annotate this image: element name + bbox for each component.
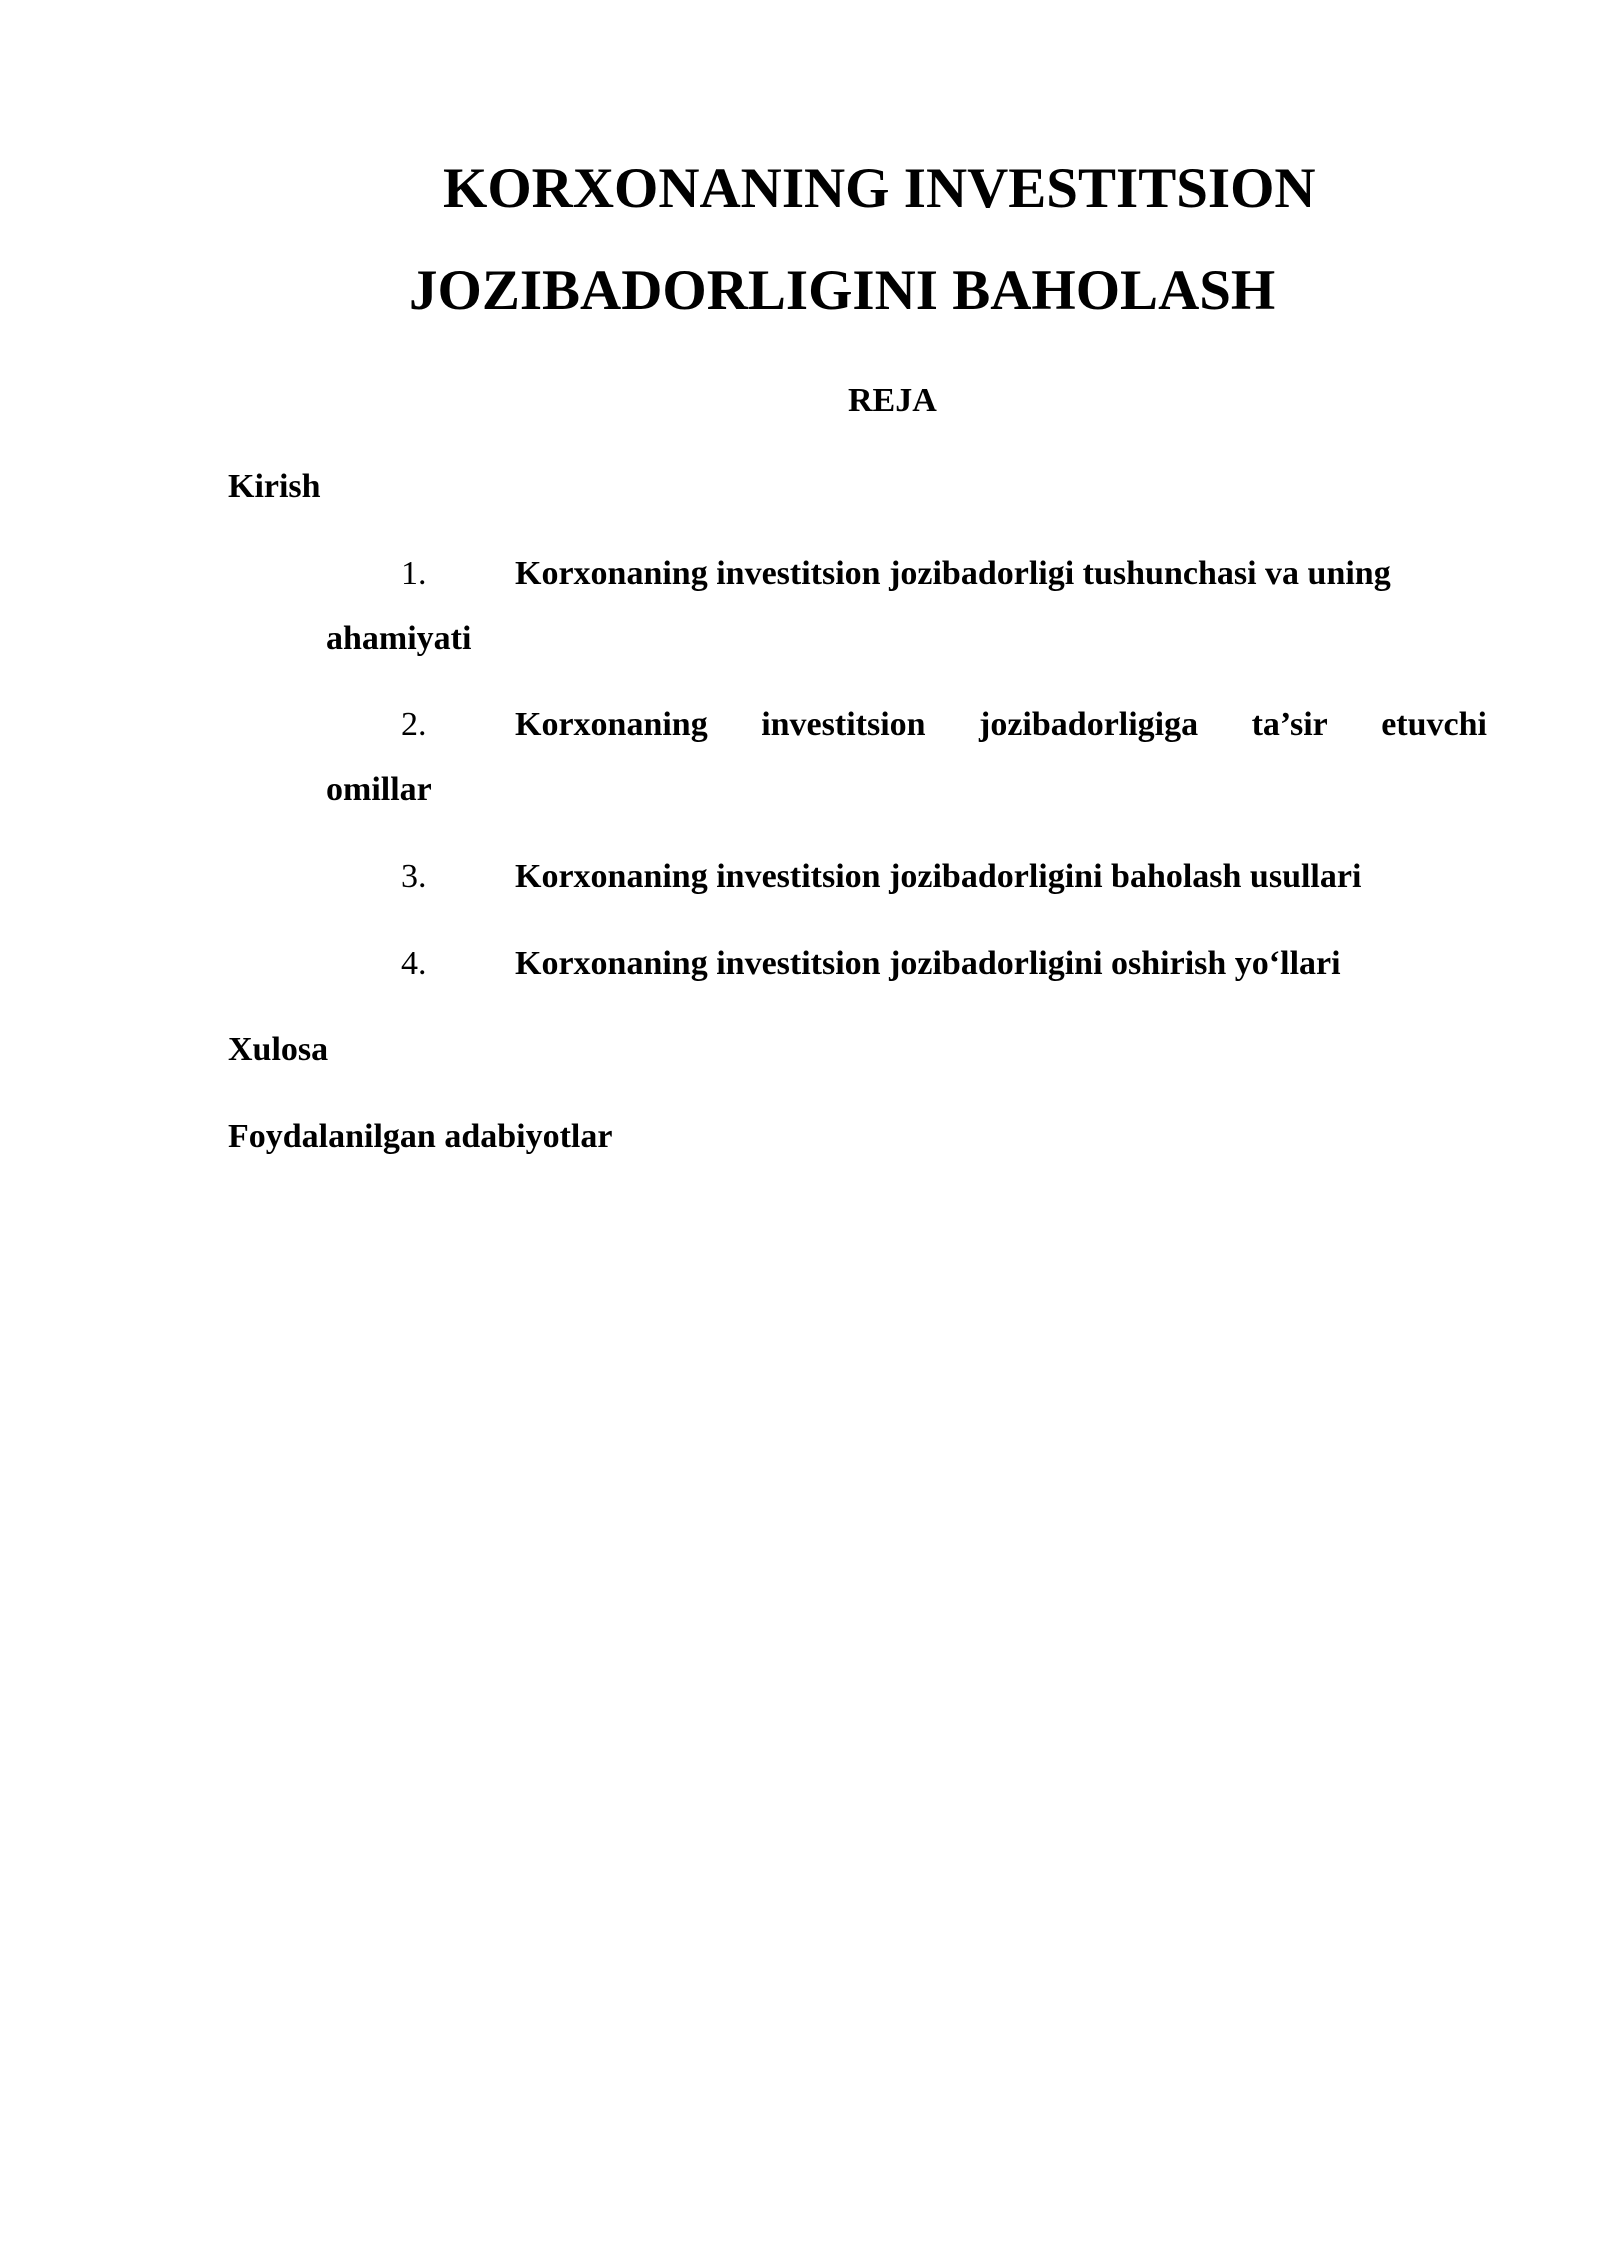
plan-item-number: 4.	[401, 945, 427, 982]
plan-item-text: Korxonaning investitsion jozibadorligini baholash usullari	[515, 858, 1362, 895]
plan-item-continuation: omillar	[326, 771, 432, 808]
plan-item-number: 2.	[401, 706, 427, 743]
plan-heading: REJA	[848, 382, 937, 419]
conclusion-heading: Xulosa	[228, 1031, 329, 1068]
plan-item-text	[515, 708, 1487, 742]
plan-item-word: Korxonaning	[515, 706, 708, 743]
plan-item-word: investitsion	[761, 706, 926, 743]
plan-item-word: jozibadorligiga	[979, 706, 1199, 743]
document-title-line-2: JOZIBADORLIGINI BAHOLASH	[409, 259, 1276, 322]
plan-item-number: 1.	[401, 555, 427, 592]
plan-item-word: etuvchi	[1381, 706, 1487, 743]
document-title-line-1: KORXONANING INVESTITSION	[443, 157, 1316, 220]
plan-item-text: Korxonaning investitsion jozibadorligini oshirish yo‘llari	[515, 945, 1341, 982]
plan-item-word: ta’sir	[1251, 706, 1328, 743]
plan-item-number: 3.	[401, 858, 427, 895]
intro-heading: Kirish	[228, 468, 321, 505]
plan-item-text: Korxonaning investitsion jozibadorligi tushunchasi va uning	[515, 555, 1391, 592]
references-heading: Foydalanilgan adabiyotlar	[228, 1118, 613, 1155]
plan-item-continuation: ahamiyati	[326, 620, 472, 657]
